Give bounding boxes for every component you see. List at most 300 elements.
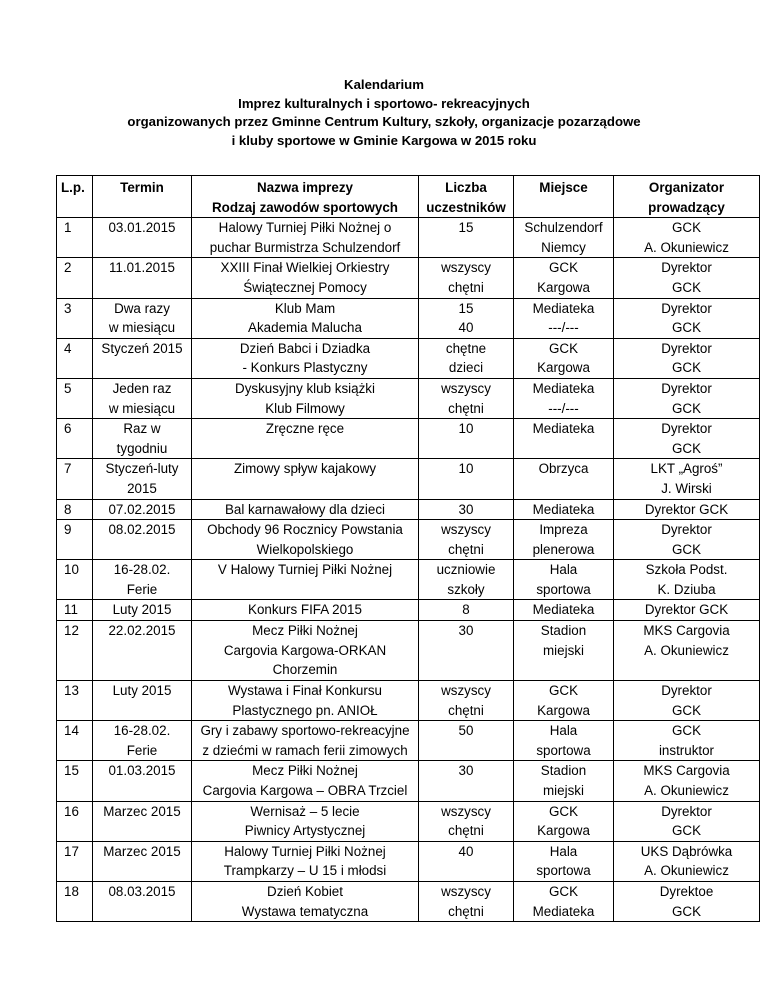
cell-lp	[57, 801, 93, 841]
cell-lp	[57, 258, 93, 298]
cell-miejsce	[514, 801, 614, 841]
table-row	[57, 761, 760, 801]
cell-text: Mediateka	[532, 300, 595, 316]
cell-text: wszyscy	[441, 380, 491, 396]
cell-text: Dyrektor	[661, 340, 712, 356]
cell-nazwa	[192, 681, 419, 721]
cell-text: GCK	[548, 683, 579, 699]
cell-text: Piwnicy Artystycznej	[244, 823, 366, 839]
cell-text: 8	[64, 501, 72, 517]
cell-text: K. Dziuba	[657, 581, 716, 597]
cell-text: 08.02.2015	[108, 522, 176, 538]
cell-termin	[93, 600, 192, 621]
table-row	[57, 801, 760, 841]
cell-nazwa	[192, 801, 419, 841]
table-row	[57, 258, 760, 298]
cell-text: GCK	[671, 400, 702, 416]
cell-text: plenerowa	[532, 541, 595, 557]
cell-text: uczniowie	[436, 562, 496, 578]
cell-text: dzieci	[448, 360, 484, 376]
cell-text: Akademia Malucha	[248, 320, 362, 336]
header-organizator: Organizator prowadzący	[614, 176, 760, 218]
header-nazwa: Nazwa imprezy Rodzaj zawodów sportowych	[192, 176, 419, 218]
cell-lp	[57, 721, 93, 761]
cell-nazwa	[192, 600, 419, 621]
cell-text: - Konkurs Plastyczny	[242, 360, 368, 376]
cell-text: 4	[64, 340, 72, 356]
cell-text: Zimowy spływ kajakowy	[233, 461, 377, 477]
cell-liczba	[419, 721, 514, 761]
cell-text: Luty 2015	[112, 602, 172, 618]
cell-miejsce	[514, 378, 614, 418]
title-line: organizowanych przez Gminne Centrum Kultury, szkoły, organizacje pozarządowe	[127, 114, 641, 129]
table-row	[57, 600, 760, 621]
cell-text: Wystawa tematyczna	[241, 903, 369, 919]
cell-lp	[57, 882, 93, 922]
cell-termin	[93, 338, 192, 378]
cell-text: chętni	[448, 903, 484, 919]
cell-text: GCK	[548, 803, 579, 819]
cell-text: chętne	[445, 340, 487, 356]
cell-text: GCK	[671, 541, 702, 557]
cell-lp	[57, 499, 93, 520]
cell-text: GCK	[548, 340, 579, 356]
cell-text: Mecz Piłki Nożnej	[252, 623, 358, 639]
cell-organizator	[614, 882, 760, 922]
cell-text: 8	[462, 602, 470, 618]
cell-nazwa	[192, 621, 419, 681]
cell-text: A. Okuniewicz	[644, 642, 729, 658]
cell-text: Kargowa	[537, 823, 590, 839]
cell-text: Kargowa	[537, 279, 590, 295]
cell-text: ---/---	[548, 400, 579, 416]
cell-text: Halowy Turniej Piłki Nożnej o	[218, 220, 392, 236]
cell-liczba	[419, 218, 514, 258]
cell-nazwa	[192, 841, 419, 881]
cell-organizator	[614, 560, 760, 600]
cell-text: Ferie	[126, 581, 158, 597]
cell-liczba	[419, 499, 514, 520]
cell-organizator	[614, 841, 760, 881]
cell-text: Wielkopolskiego	[256, 541, 354, 557]
cell-termin	[93, 560, 192, 600]
cell-lp	[57, 841, 93, 881]
cell-organizator	[614, 761, 760, 801]
cell-text: Hala	[549, 843, 578, 859]
table-row	[57, 882, 760, 922]
cell-liczba	[419, 801, 514, 841]
cell-nazwa	[192, 298, 419, 338]
cell-text: 07.02.2015	[108, 501, 176, 517]
cell-text: sportowa	[536, 863, 591, 879]
cell-liczba	[419, 621, 514, 681]
table-row	[57, 459, 760, 499]
title-line: Kalendarium	[344, 77, 424, 92]
cell-termin	[93, 621, 192, 681]
cell-text: GCK	[671, 903, 702, 919]
cell-liczba	[419, 681, 514, 721]
cell-text: 30	[458, 501, 474, 517]
cell-lp	[57, 560, 93, 600]
cell-text: 15	[458, 300, 474, 316]
cell-text: GCK	[548, 260, 579, 276]
cell-termin	[93, 459, 192, 499]
cell-text: wszyscy	[441, 522, 491, 538]
cell-termin	[93, 882, 192, 922]
cell-organizator	[614, 621, 760, 681]
cell-text: wszyscy	[441, 803, 491, 819]
cell-text: GCK	[671, 360, 702, 376]
cell-text: Dwa razy	[114, 300, 170, 316]
cell-organizator	[614, 459, 760, 499]
cell-liczba	[419, 560, 514, 600]
cell-lp	[57, 338, 93, 378]
cell-nazwa	[192, 761, 419, 801]
cell-text: Dyrektor GCK	[644, 501, 729, 517]
cell-termin	[93, 801, 192, 841]
cell-lp	[57, 459, 93, 499]
cell-text: Wernisaż – 5 lecie	[250, 803, 360, 819]
cell-nazwa	[192, 258, 419, 298]
cell-text: z dziećmi w ramach ferii zimowych	[202, 742, 408, 758]
title-line: Imprez kulturalnych i sportowo- rekreacyjnych	[238, 95, 530, 111]
cell-text: A. Okuniewicz	[644, 783, 729, 799]
cell-text: 2	[64, 260, 72, 276]
cell-text: J. Wirski	[661, 480, 712, 496]
cell-termin	[93, 258, 192, 298]
cell-text: Dyrektor	[661, 421, 712, 437]
cell-text: chętni	[448, 823, 484, 839]
cell-text: Ferie	[126, 742, 158, 758]
cell-text: Mediateka	[532, 501, 595, 517]
cell-text: Marzec 2015	[103, 803, 181, 819]
cell-text: w miesiącu	[108, 320, 176, 336]
cell-text: chętni	[448, 702, 484, 718]
cell-text: GCK	[671, 702, 702, 718]
cell-miejsce	[514, 681, 614, 721]
cell-text: Niemcy	[541, 239, 586, 255]
cell-text: wszyscy	[441, 884, 491, 899]
cell-termin	[93, 681, 192, 721]
cell-text: Mecz Piłki Nożnej	[252, 763, 358, 779]
cell-text: 13	[64, 683, 79, 699]
cell-text: Dyskusyjny klub książki	[235, 380, 375, 396]
cell-text: Dyrektor GCK	[644, 602, 729, 618]
cell-nazwa	[192, 882, 419, 922]
cell-text: 15	[64, 763, 79, 779]
cell-miejsce	[514, 520, 614, 560]
cell-text: Raz w	[123, 421, 161, 437]
cell-lp	[57, 520, 93, 560]
cell-text: Marzec 2015	[103, 843, 181, 859]
cell-text: Impreza	[539, 522, 588, 538]
cell-text: Dyrektor	[661, 260, 712, 276]
cell-text: Jeden raz	[112, 380, 172, 396]
cell-termin	[93, 218, 192, 258]
cell-text: Mediateka	[532, 380, 595, 396]
cell-termin	[93, 841, 192, 881]
cell-organizator	[614, 721, 760, 761]
cell-text: 1	[64, 220, 72, 236]
table-row	[57, 218, 760, 258]
cell-liczba	[419, 378, 514, 418]
cell-lp	[57, 218, 93, 258]
events-table	[56, 175, 760, 922]
cell-nazwa	[192, 499, 419, 520]
cell-text: 40	[458, 320, 474, 336]
cell-miejsce	[514, 218, 614, 258]
cell-text: Obchody 96 Rocznicy Powstania	[207, 522, 403, 538]
cell-liczba	[419, 841, 514, 881]
cell-termin	[93, 520, 192, 560]
cell-termin	[93, 298, 192, 338]
cell-text: Wystawa i Finał Konkursu	[228, 683, 382, 699]
cell-liczba	[419, 419, 514, 459]
cell-text: GCK	[671, 220, 702, 236]
cell-text: chętni	[448, 279, 484, 295]
cell-text: 16	[64, 803, 79, 819]
cell-text: 7	[64, 461, 72, 477]
cell-text: Dyrektoe	[659, 884, 714, 899]
table-row	[57, 499, 760, 520]
cell-nazwa	[192, 459, 419, 499]
cell-text: 6	[64, 421, 72, 437]
table-header-row	[57, 176, 760, 218]
table-row	[57, 419, 760, 459]
cell-text: XXIII Finał Wielkiej Orkiestry	[220, 260, 390, 276]
cell-text: 2015	[127, 480, 157, 496]
cell-text: 5	[64, 380, 72, 396]
cell-text: Styczeń 2015	[101, 340, 183, 356]
cell-text: 10	[458, 461, 474, 477]
cell-text: Mediateka	[532, 602, 595, 618]
cell-text: Cargovia Kargowa-ORKAN	[223, 642, 387, 658]
cell-text: Bal karnawałowy dla dzieci	[224, 501, 386, 517]
cell-lp	[57, 621, 93, 681]
cell-text: Luty 2015	[112, 683, 172, 699]
cell-text: 14	[64, 723, 79, 739]
cell-termin	[93, 419, 192, 459]
table-body	[57, 218, 760, 922]
header-liczba: Liczba uczestników	[419, 176, 514, 218]
cell-organizator	[614, 801, 760, 841]
cell-text: GCK	[671, 279, 702, 295]
cell-miejsce	[514, 882, 614, 922]
cell-text: 11	[64, 602, 78, 618]
cell-text: Obrzyca	[538, 461, 589, 477]
cell-text: 17	[64, 843, 79, 859]
cell-text: Schulzendorf	[524, 220, 603, 236]
cell-text: Świątecznej Pomocy	[243, 279, 367, 295]
cell-nazwa	[192, 560, 419, 600]
cell-text: Dyrektor	[661, 380, 712, 396]
document-title	[0, 76, 768, 150]
cell-text: A. Okuniewicz	[644, 863, 729, 879]
cell-text: A. Okuniewicz	[644, 239, 729, 255]
cell-lp	[57, 378, 93, 418]
cell-text: MKS Cargovia	[643, 763, 730, 779]
cell-text: 15	[458, 220, 474, 236]
cell-lp	[57, 681, 93, 721]
cell-text: GCK	[671, 320, 702, 336]
cell-nazwa	[192, 218, 419, 258]
cell-organizator	[614, 600, 760, 621]
cell-organizator	[614, 298, 760, 338]
cell-organizator	[614, 378, 760, 418]
cell-text: Dzień Babci i Dziadka	[239, 340, 371, 356]
cell-text: Hala	[549, 723, 578, 739]
cell-text: 3	[64, 300, 72, 316]
cell-text: Chorzemin	[272, 662, 338, 678]
cell-text: UKS Dąbrówka	[640, 843, 733, 859]
cell-text: sportowa	[536, 742, 591, 758]
cell-termin	[93, 761, 192, 801]
cell-miejsce	[514, 419, 614, 459]
cell-liczba	[419, 520, 514, 560]
cell-text: Dzień Kobiet	[267, 884, 343, 899]
cell-text: Halowy Turniej Piłki Nożnej	[224, 843, 386, 859]
cell-lp	[57, 761, 93, 801]
cell-organizator	[614, 520, 760, 560]
cell-text: instruktor	[658, 742, 715, 758]
cell-text: 30	[458, 763, 474, 779]
cell-organizator	[614, 681, 760, 721]
cell-text: Klub Filmowy	[265, 400, 345, 416]
table-row	[57, 681, 760, 721]
cell-text: Plastycznego pn. ANIOŁ	[232, 702, 378, 718]
cell-text: chętni	[448, 541, 484, 557]
cell-liczba	[419, 882, 514, 922]
cell-text: Stadion	[540, 763, 587, 779]
cell-organizator	[614, 419, 760, 459]
cell-organizator	[614, 218, 760, 258]
cell-liczba	[419, 298, 514, 338]
cell-liczba	[419, 459, 514, 499]
cell-text: 08.03.2015	[108, 884, 176, 899]
table-row	[57, 841, 760, 881]
cell-text: V Halowy Turniej Piłki Nożnej	[217, 562, 393, 578]
cell-text: w miesiącu	[108, 400, 176, 416]
cell-text: LKT „Agroś”	[650, 461, 723, 477]
cell-text: Kargowa	[537, 702, 590, 718]
cell-text: Trampkarzy – U 15 i młodsi	[223, 863, 387, 879]
cell-nazwa	[192, 721, 419, 761]
cell-miejsce	[514, 841, 614, 881]
cell-miejsce	[514, 459, 614, 499]
cell-lp	[57, 419, 93, 459]
cell-text: tygodniu	[116, 440, 168, 456]
header-termin: Termin	[93, 176, 192, 218]
cell-text: Cargovia Kargowa – OBRA Trzciel	[202, 783, 408, 799]
cell-text: 11.01.2015	[108, 260, 176, 276]
table-row	[57, 338, 760, 378]
title-line: i kluby sportowe w Gminie Kargowa w 2015 roku	[231, 132, 537, 148]
cell-text: puchar Burmistrza Schulzendorf	[209, 239, 401, 255]
cell-miejsce	[514, 761, 614, 801]
cell-liczba	[419, 600, 514, 621]
cell-miejsce	[514, 621, 614, 681]
cell-miejsce	[514, 721, 614, 761]
cell-text: Szkoła Podst.	[645, 562, 728, 578]
cell-text: wszyscy	[441, 683, 491, 699]
cell-text: 16-28.02.	[113, 723, 171, 739]
cell-text: Mediateka	[532, 903, 595, 919]
cell-text: Dyrektor	[661, 803, 712, 819]
cell-text: Klub Mam	[274, 300, 336, 316]
cell-text: Hala	[549, 562, 578, 578]
cell-text: 40	[458, 843, 474, 859]
cell-organizator	[614, 499, 760, 520]
cell-organizator	[614, 338, 760, 378]
cell-termin	[93, 499, 192, 520]
cell-text: sportowa	[536, 581, 591, 597]
cell-text: 50	[458, 723, 474, 739]
cell-organizator	[614, 258, 760, 298]
cell-nazwa	[192, 419, 419, 459]
cell-text: 01.03.2015	[108, 763, 176, 779]
cell-text: 12	[64, 623, 79, 639]
cell-termin	[93, 378, 192, 418]
cell-miejsce	[514, 600, 614, 621]
cell-miejsce	[514, 560, 614, 600]
cell-nazwa	[192, 520, 419, 560]
cell-text: Gry i zabawy sportowo-rekreacyjne	[200, 723, 410, 739]
cell-liczba	[419, 338, 514, 378]
cell-miejsce	[514, 258, 614, 298]
cell-text: chętni	[448, 400, 484, 416]
cell-text: wszyscy	[441, 260, 491, 276]
cell-text: 10	[64, 562, 79, 578]
cell-text: 22.02.2015	[108, 623, 176, 639]
table-row	[57, 560, 760, 600]
cell-miejsce	[514, 499, 614, 520]
cell-text: Styczeń-luty	[105, 461, 179, 477]
cell-text: 10	[458, 421, 474, 437]
cell-text: 18	[64, 884, 79, 899]
cell-text: GCK	[548, 884, 579, 899]
cell-text: Mediateka	[532, 421, 595, 437]
cell-text: Dyrektor	[661, 300, 712, 316]
cell-text: Kargowa	[537, 360, 590, 376]
cell-text: GCK	[671, 723, 702, 739]
cell-text: Zręczne ręce	[265, 421, 345, 437]
cell-liczba	[419, 761, 514, 801]
table-row	[57, 621, 760, 681]
table-row	[57, 721, 760, 761]
cell-text: Dyrektor	[661, 683, 712, 699]
cell-text: 9	[64, 522, 72, 538]
header-lp: L.p.	[57, 176, 93, 218]
cell-text: miejski	[543, 783, 584, 799]
table-row	[57, 298, 760, 338]
cell-text: GCK	[671, 823, 702, 839]
cell-text: ---/---	[548, 320, 579, 336]
cell-nazwa	[192, 378, 419, 418]
table-row	[57, 520, 760, 560]
cell-miejsce	[514, 298, 614, 338]
cell-termin	[93, 721, 192, 761]
cell-liczba	[419, 258, 514, 298]
cell-text: 30	[458, 623, 474, 639]
cell-text: Konkurs FIFA 2015	[248, 602, 362, 618]
header-miejsce: Miejsce	[514, 176, 614, 218]
cell-text: 16-28.02.	[113, 562, 171, 578]
cell-text: Stadion	[540, 623, 587, 639]
cell-text: GCK	[671, 440, 702, 456]
cell-text: szkoły	[447, 581, 485, 597]
cell-miejsce	[514, 338, 614, 378]
cell-text: Dyrektor	[661, 522, 712, 538]
